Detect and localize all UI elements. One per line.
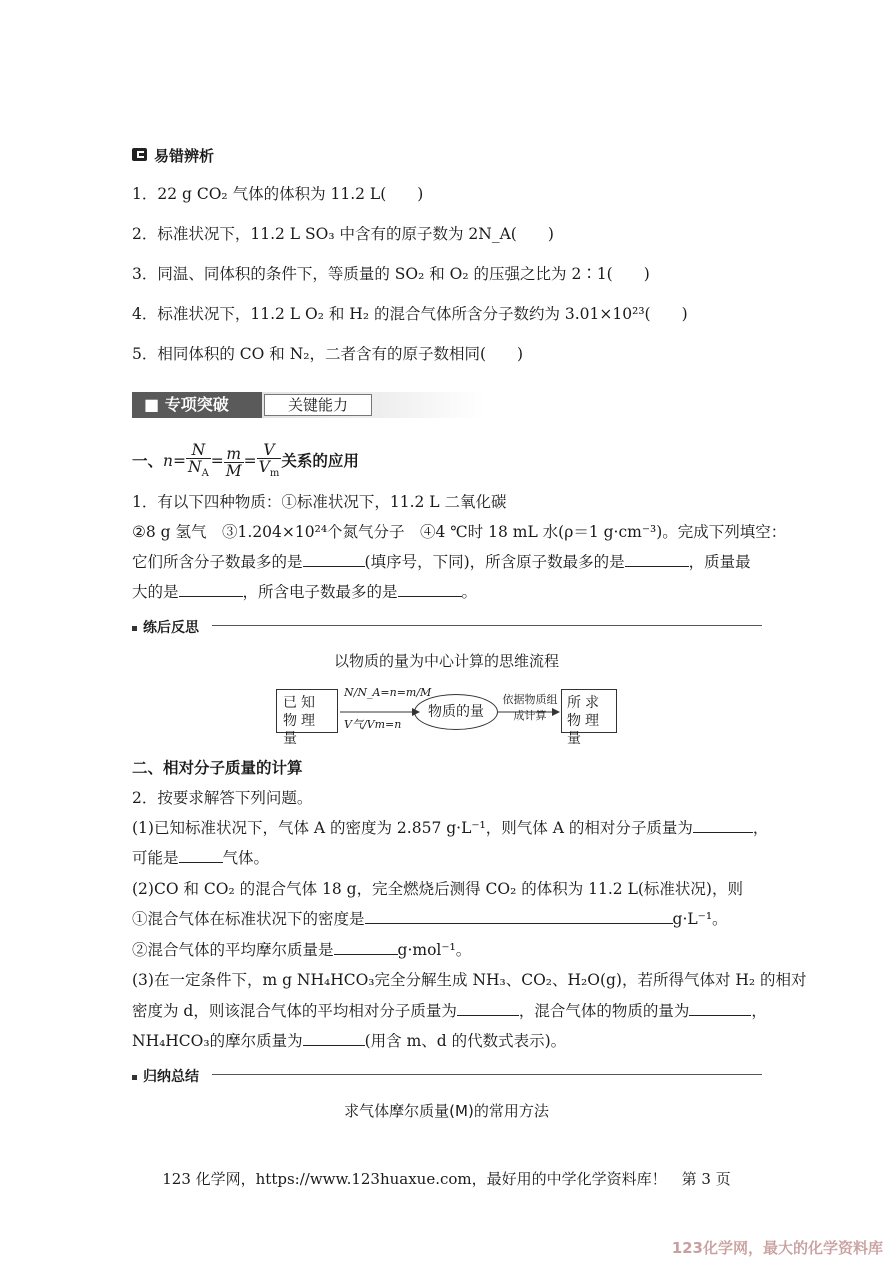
section-divider <box>212 1074 762 1075</box>
reflection-label: 练后反思 <box>132 617 199 637</box>
banner-special-breakthrough: ■ 专项突破 <box>132 392 262 418</box>
watermark: 123化学网，最大的化学资料库 <box>671 1239 883 1257</box>
banner-key-ability: 关键能力 <box>264 394 372 416</box>
formula-n: n <box>163 452 173 471</box>
q2-part2-1: ①混合气体在标准状况下的密度是 g·L⁻¹。 <box>132 910 728 928</box>
formula-frac-N-NA: $\frac{N}{N_A}$ <box>188 441 209 480</box>
section2-title: 二、相对分子质量的计算 <box>132 759 303 777</box>
section-icon <box>132 148 147 161</box>
section-divider <box>212 625 762 626</box>
formula-top: N/N_A=n=m/M <box>344 686 432 699</box>
error-item-2: 2．标准状况下，11.2 L SO₃ 中含有的原子数为 2N_A( ) <box>132 225 554 243</box>
answer-blank[interactable] <box>693 818 753 833</box>
answer-blank[interactable] <box>457 1001 519 1016</box>
section1-heading: 一、n= $\frac{N}{N_A}$ = $\frac{m}{M}$ = $\frac{V}{V_m}$ 关系的应用 <box>132 442 359 482</box>
summary-title: 求气体摩尔质量(M)的常用方法 <box>344 1102 549 1120</box>
q1-line3: 它们所含分子数最多的是 (填序号，下同)，所含原子数最多的是 ，质量最 <box>132 553 751 571</box>
q2-part2: (2)CO 和 CO₂ 的混合气体 18 g，完全燃烧后测得 CO₂ 的体积为 11.2 L(标准状况)，则 <box>132 880 743 898</box>
q1-line2: ②8 g 氢气 ③1.204×10²⁴个氮气分子 ④4 ℃时 18 mL 水(ρ＝1 g·cm⁻³)。完成下列填空： <box>132 523 787 541</box>
q2-part3-end: NH₄HCO₃的摩尔质量为 (用含 m、d 的代数式表示)。 <box>132 1032 567 1050</box>
q2-part3-cont: 密度为 d，则该混合气体的平均相对分子质量为 ，混合气体的物质的量为 ， <box>132 1002 767 1020</box>
error-item-4: 4．标准状况下，11.2 L O₂ 和 H₂ 的混合气体所含分子数约为 3.01×10²³( ) <box>132 305 688 323</box>
formula-frac-V-Vm: $\frac{V}{V_m}$ <box>258 441 280 480</box>
answer-blank[interactable] <box>179 582 243 597</box>
q2-part2-2: ②混合气体的平均摩尔质量是 g·mol⁻¹。 <box>132 941 472 959</box>
formula-frac-m-M: $\frac{m}{M}$ <box>225 444 242 480</box>
formula-bottom: V气/Vm=n <box>344 718 402 731</box>
answer-blank[interactable] <box>625 552 689 567</box>
page-footer: 123 化学网，https://www.123huaxue.com，最好用的中学化学资料库！ 第 3 页 <box>162 1170 731 1188</box>
section1-prefix: 一、 <box>132 452 164 471</box>
ellipse-amount-of-substance: 物质的量 <box>414 694 498 730</box>
q1-line1: 1．有以下四种物质：①标准状况下，11.2 L 二氧化碳 <box>132 493 507 511</box>
q2-intro: 2．按要求解答下列问题。 <box>132 789 313 807</box>
answer-blank[interactable] <box>179 848 223 863</box>
answer-blank[interactable] <box>398 582 462 597</box>
answer-blank[interactable] <box>334 940 398 955</box>
q2-part3: (3)在一定条件下，m g NH₄HCO₃完全分解生成 NH₃、CO₂、H₂O(g)，若所得气体对 H₂ 的相对 <box>132 971 807 989</box>
error-item-1: 1．22 g CO₂ 气体的体积为 11.2 L( ) <box>132 185 424 203</box>
error-analysis-title: 易错辨析 <box>154 147 215 165</box>
answer-blank[interactable] <box>689 1001 751 1016</box>
q2-part1: (1)已知标准状况下，气体 A 的密度为 2.857 g·L⁻¹，则气体 A 的相对分子质量为 ， <box>132 819 769 837</box>
answer-blank[interactable] <box>365 909 673 924</box>
diagram-title: 以物质的量为中心计算的思维流程 <box>333 652 559 670</box>
error-item-5: 5．相同体积的 CO 和 N₂，二者含有的原子数相同( ) <box>132 345 524 363</box>
error-item-3: 3．同温、同体积的条件下，等质量的 SO₂ 和 O₂ 的压强之比为 2∶1( ) <box>132 265 650 283</box>
q1-line4: 大的是 ，所含电子数最多的是 。 <box>132 583 478 601</box>
section1-suffix: 关系的应用 <box>281 452 359 471</box>
box-target-quantity: 所求物理量 <box>561 689 617 733</box>
answer-blank[interactable] <box>303 1031 365 1046</box>
box-known-quantity: 已知物理量 <box>276 689 338 733</box>
arrow-label-composition: 依据物质组成计算 <box>502 693 558 722</box>
answer-blank[interactable] <box>303 552 365 567</box>
q2-part1-cont: 可能是 气体。 <box>132 849 270 867</box>
summary-label: 归纳总结 <box>132 1066 199 1086</box>
